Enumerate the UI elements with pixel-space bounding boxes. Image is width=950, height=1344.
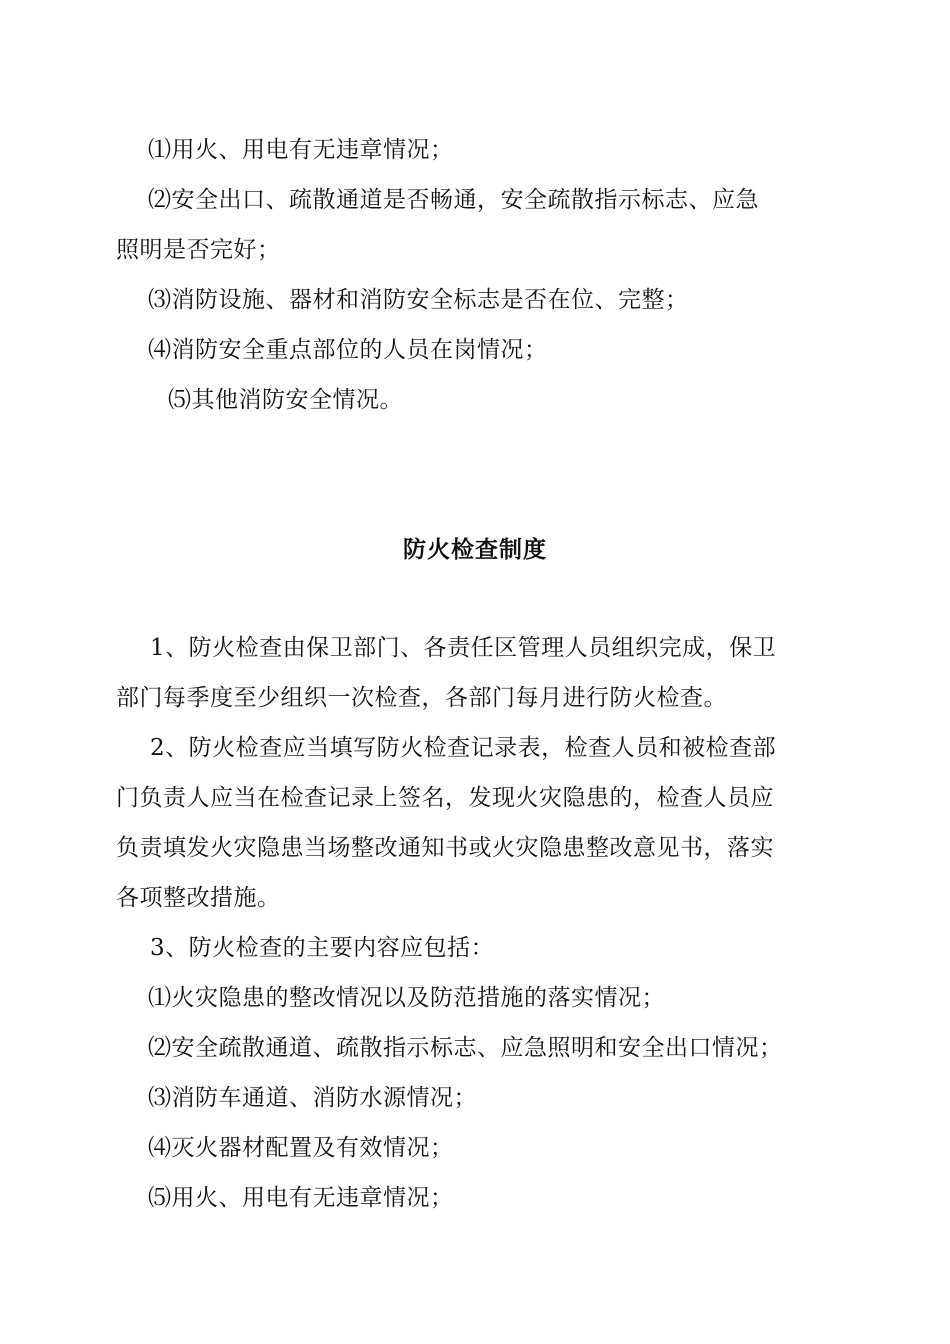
top-item-4: ⑷消防安全重点部位的人员在岗情况；: [148, 337, 548, 363]
section-item-4: ⑷灭火器材配置及有效情况；: [148, 1135, 454, 1161]
top-item-1: ⑴用火、用电有无违章情况；: [148, 137, 454, 163]
paragraph-2-line-3: 负责填发火灾隐患当场整改通知书或火灾隐患整改意见书，落实: [116, 835, 774, 861]
top-item-2-line-1: ⑵安全出口、疏散通道是否畅通，安全疏散指示标志、应急: [148, 187, 759, 213]
paragraph-1-line-1: 1、防火检查由保卫部门、各责任区管理人员组织完成，保卫: [150, 635, 777, 661]
paragraph-3-intro: 3、防火检查的主要内容应包括：: [150, 935, 495, 961]
section-item-5: ⑸用火、用电有无违章情况；: [148, 1185, 454, 1211]
top-item-3: ⑶消防设施、器材和消防安全标志是否在位、完整；: [148, 287, 689, 313]
section-item-1: ⑴火灾隐患的整改情况以及防范措施的落实情况；: [148, 985, 665, 1011]
paragraph-2-line-2: 门负责人应当在检查记录上签名，发现火灾隐患的，检查人员应: [116, 785, 774, 811]
section-item-2: ⑵安全疏散通道、疏散指示标志、应急照明和安全出口情况；: [148, 1035, 783, 1061]
section-title: 防火检查制度: [403, 536, 547, 563]
paragraph-1-line-2: 部门每季度至少组织一次检查，各部门每月进行防火检查。: [116, 685, 727, 711]
paragraph-2-line-1: 2、防火检查应当填写防火检查记录表，检查人员和被检查部: [150, 735, 777, 761]
section-item-3: ⑶消防车通道、消防水源情况；: [148, 1085, 477, 1111]
top-item-5: ⑸其他消防安全情况。: [168, 387, 403, 413]
top-item-2-line-2: 照明是否完好；: [116, 237, 281, 263]
paragraph-2-line-4: 各项整改措施。: [116, 885, 281, 911]
